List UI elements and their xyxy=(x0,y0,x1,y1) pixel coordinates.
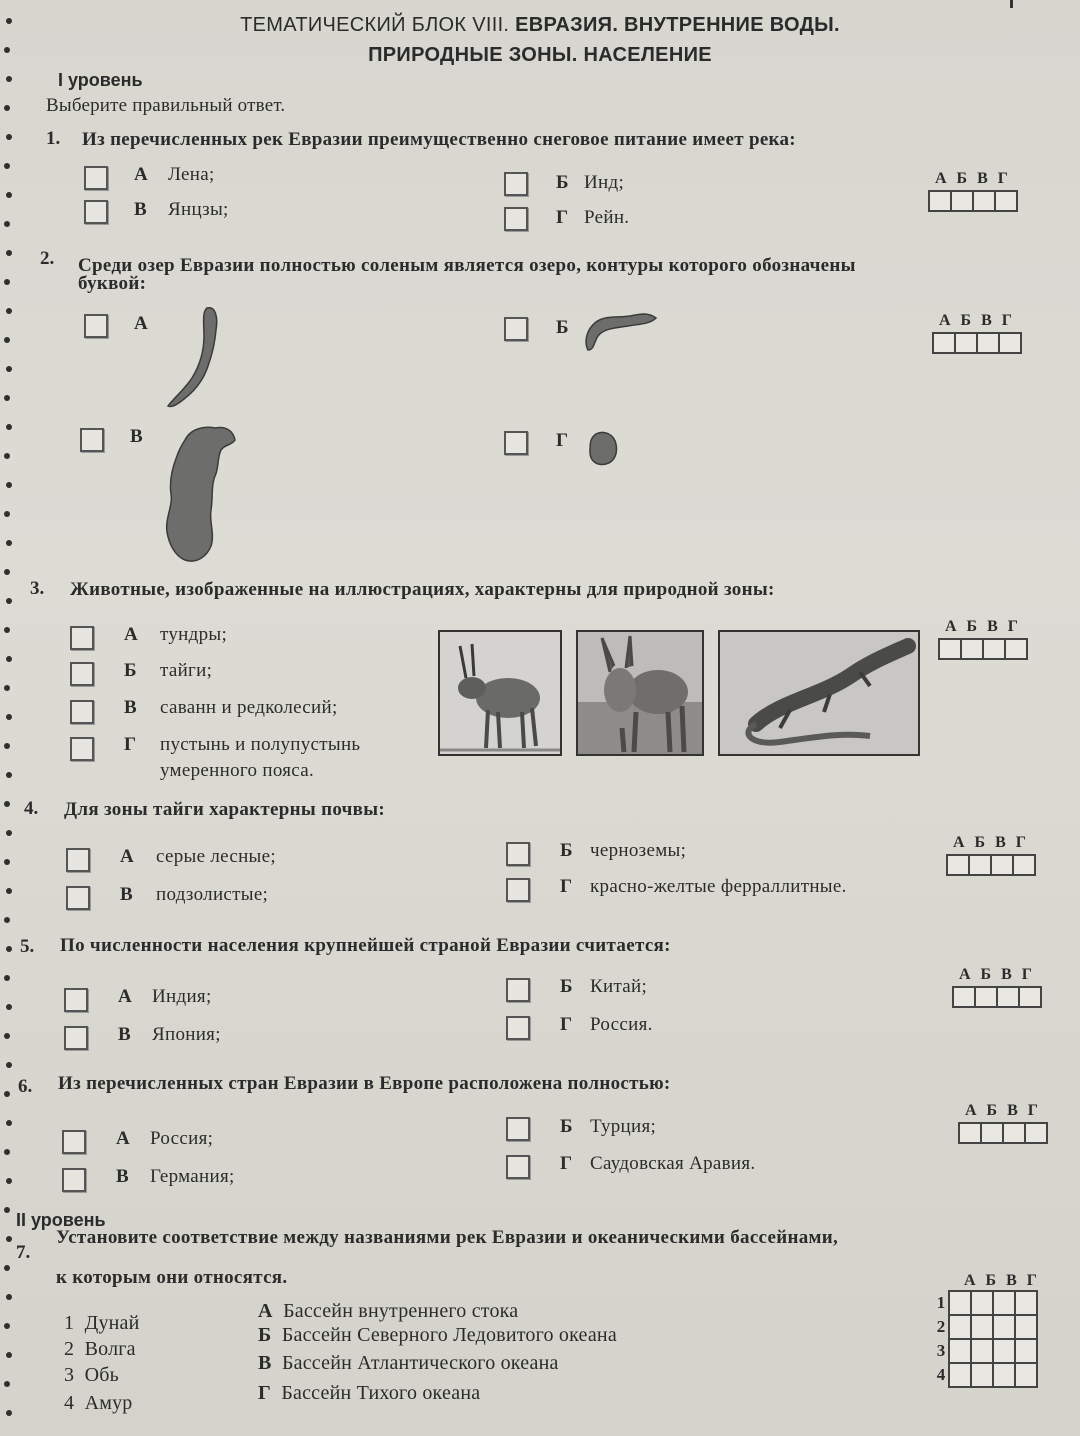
matrix-row-label: 2 xyxy=(936,1317,946,1336)
lake-g-shape xyxy=(584,428,624,470)
binding-hole xyxy=(4,685,10,691)
binding-hole xyxy=(4,569,10,575)
q6-checkbox-g[interactable] xyxy=(506,1155,530,1179)
q5-letter-b: Б xyxy=(560,976,573,997)
q6-checkbox-v[interactable] xyxy=(62,1168,86,1192)
binding-hole xyxy=(4,801,10,807)
binding-hole xyxy=(6,134,12,140)
q6-letter-a: А xyxy=(116,1128,130,1149)
binding-hole xyxy=(4,1033,10,1039)
q1-letter-v: В xyxy=(134,199,147,220)
binding-hole xyxy=(4,975,10,981)
matrix-cell[interactable] xyxy=(949,1363,971,1387)
river-1 xyxy=(64,1312,140,1335)
matrix-cell[interactable] xyxy=(1015,1363,1037,1387)
lake-a-shape xyxy=(160,300,230,415)
q1-text: Из перечисленных рек Евразии преимущественно снеговое питание имеет река: xyxy=(82,129,796,150)
binding-hole xyxy=(4,743,10,749)
basin-a-letter: А xyxy=(258,1300,273,1322)
q3-letter-v: В xyxy=(124,697,137,718)
binding-hole xyxy=(4,1381,10,1387)
q4-letter-b: Б xyxy=(560,840,573,861)
binding-hole xyxy=(6,1062,12,1068)
matrix-row-label: 1 xyxy=(936,1293,946,1312)
basin-b-letter: Б xyxy=(258,1324,272,1346)
matrix-cell[interactable] xyxy=(971,1363,993,1387)
q3-checkbox-v[interactable] xyxy=(70,700,94,724)
matrix-cell[interactable] xyxy=(949,1339,971,1363)
page-title-line1 xyxy=(0,14,1080,37)
q2-checkbox-a[interactable] xyxy=(84,314,108,338)
q6-option-a: Россия; xyxy=(150,1128,214,1149)
q1-answer-grid[interactable] xyxy=(928,170,1018,212)
binding-hole xyxy=(6,772,12,778)
matrix-cell[interactable] xyxy=(971,1315,993,1339)
matrix-row-label: 3 xyxy=(936,1341,946,1360)
q3-checkbox-b[interactable] xyxy=(70,662,94,686)
q1-letter-g: Г xyxy=(556,207,569,228)
q3-answer-grid[interactable] xyxy=(938,618,1028,660)
binding-hole xyxy=(6,1294,12,1300)
q2-text-line2: буквой: xyxy=(78,273,147,294)
binding-hole xyxy=(4,105,10,111)
q4-letter-v: В xyxy=(120,884,133,905)
binding-hole xyxy=(4,1265,10,1271)
q5-option-g: Россия. xyxy=(590,1014,653,1035)
basin-v-letter: В xyxy=(258,1352,272,1374)
binding-hole xyxy=(4,1207,10,1213)
answer-cells[interactable] xyxy=(952,986,1042,1008)
q5-checkbox-v[interactable] xyxy=(64,1026,88,1050)
binding-hole xyxy=(6,1120,12,1126)
river-2 xyxy=(64,1338,136,1361)
binding-hole xyxy=(4,279,10,285)
binding-hole xyxy=(4,1149,10,1155)
answer-cells[interactable] xyxy=(932,332,1022,354)
lake-b-shape xyxy=(578,306,662,358)
q1-option-g: Рейн. xyxy=(584,207,630,228)
q6-checkbox-b[interactable] xyxy=(506,1117,530,1141)
q1-number: 1. xyxy=(46,128,61,149)
q4-checkbox-b[interactable] xyxy=(506,842,530,866)
q3-option-g-line1: пустынь и полупустынь xyxy=(160,734,361,755)
q4-checkbox-a[interactable] xyxy=(66,848,90,872)
q2-answer-grid[interactable] xyxy=(932,312,1022,354)
q1-letter-b: Б xyxy=(556,172,569,193)
q3-letter-a: А xyxy=(124,624,138,645)
binding-hole xyxy=(4,1091,10,1097)
q1-option-a: Лена; xyxy=(168,164,215,185)
binding-hole xyxy=(6,830,12,836)
level1-label: I уровень xyxy=(58,70,143,90)
answer-cells[interactable] xyxy=(946,854,1036,876)
donkey-icon xyxy=(578,632,702,754)
binding-hole xyxy=(6,888,12,894)
matrix-cell[interactable] xyxy=(949,1315,971,1339)
basin-b xyxy=(258,1324,617,1347)
instruction: Выберите правильный ответ. xyxy=(46,95,286,116)
q5-number: 5. xyxy=(20,936,35,957)
saiga-illustration xyxy=(438,630,562,756)
q2-checkbox-b[interactable] xyxy=(504,317,528,341)
q2-letter-v: В xyxy=(130,426,143,447)
q4-letter-g: Г xyxy=(560,876,573,897)
river-4-num: 4 xyxy=(64,1392,75,1414)
matrix-cell[interactable] xyxy=(949,1291,971,1315)
q5-text: По численности населения крупнейшей страной Евразии считается: xyxy=(60,935,671,956)
q5-letter-v: В xyxy=(118,1024,131,1045)
binding-hole xyxy=(6,76,12,82)
answer-grid-header: А Б В Г xyxy=(953,834,1029,851)
q4-checkbox-v[interactable] xyxy=(66,886,90,910)
level2-label: II уровень xyxy=(16,1210,106,1230)
basin-g-letter: Г xyxy=(258,1382,271,1404)
answer-cells[interactable] xyxy=(958,1122,1048,1144)
q6-text: Из перечисленных стран Евразии в Европе расположена полностью: xyxy=(58,1073,671,1094)
q3-checkbox-a[interactable] xyxy=(70,626,94,650)
q3-letter-g: Г xyxy=(124,734,137,755)
q4-option-a: серые лесные; xyxy=(156,846,276,867)
q5-checkbox-a[interactable] xyxy=(64,988,88,1012)
q2-number: 2. xyxy=(40,248,55,269)
title-bold: ЕВРАЗИЯ. ВНУТРЕННИЕ ВОДЫ. xyxy=(515,14,840,36)
matrix-cell[interactable] xyxy=(1015,1339,1037,1363)
binding-hole xyxy=(6,540,12,546)
binding-hole xyxy=(6,946,12,952)
donkey-illustration xyxy=(576,630,704,756)
q1-checkbox-b[interactable] xyxy=(504,172,528,196)
matrix-cell[interactable] xyxy=(1015,1315,1037,1339)
q2-checkbox-g[interactable] xyxy=(504,431,528,455)
answer-grid-header: А Б В Г xyxy=(964,1272,1040,1289)
q5-answer-grid[interactable] xyxy=(952,966,1042,1008)
q4-checkbox-g[interactable] xyxy=(506,878,530,902)
q3-option-g-line2: умеренного пояса. xyxy=(160,760,315,781)
q3-text: Животные, изображенные на иллюстрациях, характерны для природной зоны: xyxy=(70,579,775,600)
river-1-num: 1 xyxy=(64,1312,75,1334)
basin-v xyxy=(258,1352,559,1375)
q2-checkbox-v[interactable] xyxy=(80,428,104,452)
matrix-cell[interactable] xyxy=(993,1339,1015,1363)
binding-hole xyxy=(6,1178,12,1184)
binding-hole xyxy=(4,1323,10,1329)
basin-v-name: Бассейн Атлантического океана xyxy=(281,1352,559,1374)
binding-hole xyxy=(4,627,10,633)
q2-text-line1: Среди озер Евразии полностью соленым является озеро, контуры которого обозначены xyxy=(78,255,856,276)
q7-answer-matrix[interactable] xyxy=(934,1272,1050,1388)
q7-text-line2: к которым они относятся. xyxy=(56,1267,288,1288)
q4-letter-a: А xyxy=(120,846,134,867)
q3-option-a: тундры; xyxy=(160,624,228,645)
binding-hole xyxy=(6,424,12,430)
q1-letter-a: А xyxy=(134,164,148,185)
q6-number: 6. xyxy=(18,1076,33,1097)
q3-option-v: саванн и редколесий; xyxy=(160,697,338,718)
answer-grid-header: А Б В Г xyxy=(935,170,1011,187)
binding-hole xyxy=(6,482,12,488)
q1-option-b: Инд; xyxy=(584,172,625,193)
river-3 xyxy=(64,1364,119,1387)
answer-cells[interactable] xyxy=(928,190,1018,212)
q5-option-b: Китай; xyxy=(590,976,648,997)
binding-hole xyxy=(6,366,12,372)
q3-option-b: тайги; xyxy=(160,660,213,681)
basin-g-name: Бассейн Тихого океана xyxy=(281,1382,481,1404)
binding-hole xyxy=(6,656,12,662)
binding-hole xyxy=(4,221,10,227)
matrix-cell[interactable] xyxy=(993,1315,1015,1339)
binding-hole xyxy=(6,1004,12,1010)
river-3-name: Обь xyxy=(84,1364,119,1386)
q4-answer-grid[interactable] xyxy=(946,834,1036,876)
binding-hole xyxy=(6,714,12,720)
answer-grid-header: А Б В Г xyxy=(965,1102,1041,1119)
binding-hole xyxy=(6,1352,12,1358)
q6-letter-b: Б xyxy=(560,1116,573,1137)
q3-letter-b: Б xyxy=(124,660,137,681)
matrix-cell[interactable] xyxy=(993,1291,1015,1315)
q6-letter-g: Г xyxy=(560,1153,573,1174)
binding-hole xyxy=(6,1410,12,1416)
q6-option-b: Турция; xyxy=(590,1116,657,1137)
q6-letter-v: В xyxy=(116,1166,129,1187)
answer-grid-header: А Б В Г xyxy=(945,618,1021,635)
binding-hole xyxy=(4,163,10,169)
river-2-name: Волга xyxy=(84,1338,136,1360)
q4-option-g: красно-желтые ферраллитные. xyxy=(590,876,847,897)
title-prefix: ТЕМАТИЧЕСКИЙ БЛОК VIII. xyxy=(240,14,510,36)
binding-hole xyxy=(6,598,12,604)
saiga-icon xyxy=(440,632,560,754)
answer-grid-header: А Б В Г xyxy=(939,312,1015,329)
binding-hole xyxy=(4,511,10,517)
river-3-num: 3 xyxy=(64,1364,75,1386)
q4-text: Для зоны тайги характерны почвы: xyxy=(64,799,385,820)
river-4-name: Амур xyxy=(84,1392,133,1414)
basin-a xyxy=(258,1300,518,1323)
binding-hole xyxy=(6,192,12,198)
q5-checkbox-b[interactable] xyxy=(506,978,530,1002)
q5-checkbox-g[interactable] xyxy=(506,1016,530,1040)
binding-hole xyxy=(4,859,10,865)
answer-cells[interactable] xyxy=(938,638,1028,660)
q3-checkbox-g[interactable] xyxy=(70,737,94,761)
q5-option-v: Япония; xyxy=(152,1024,221,1045)
q2-letter-b: Б xyxy=(556,317,569,338)
lizard-illustration xyxy=(718,630,920,756)
q1-checkbox-v[interactable] xyxy=(84,200,108,224)
river-4 xyxy=(64,1392,133,1415)
basin-a-name: Бассейн внутреннего стока xyxy=(283,1300,519,1322)
binding-hole xyxy=(4,337,10,343)
matrix-cell[interactable] xyxy=(993,1363,1015,1387)
matrix-cell[interactable] xyxy=(971,1291,993,1315)
q4-option-v: подзолистые; xyxy=(156,884,269,905)
q6-option-g: Саудовская Аравия. xyxy=(590,1153,756,1174)
lake-v-shape xyxy=(155,418,245,568)
q4-option-b: черноземы; xyxy=(590,840,687,861)
river-2-num: 2 xyxy=(64,1338,75,1360)
answer-grid-header: А Б В Г xyxy=(959,966,1035,983)
q7-number: 7. xyxy=(16,1242,31,1263)
q7-text-line1: Установите соответствие между названиями рек Евразии и океаническими бассейнами, xyxy=(56,1227,839,1248)
q2-letter-g: Г xyxy=(556,430,569,451)
matrix-cell[interactable] xyxy=(971,1339,993,1363)
matrix-cell[interactable] xyxy=(1015,1291,1037,1315)
binding-hole xyxy=(6,1236,12,1242)
q5-letter-g: Г xyxy=(560,1014,573,1035)
river-1-name: Дунай xyxy=(84,1312,140,1334)
q5-option-a: Индия; xyxy=(152,986,212,1007)
basin-g xyxy=(258,1382,480,1405)
q1-option-v: Янцзы; xyxy=(168,199,229,220)
q2-letter-a: А xyxy=(134,313,148,334)
q6-option-v: Германия; xyxy=(150,1166,235,1187)
q3-number: 3. xyxy=(30,578,45,599)
binding-hole xyxy=(4,395,10,401)
q6-answer-grid[interactable] xyxy=(958,1102,1048,1144)
q1-checkbox-g[interactable] xyxy=(504,207,528,231)
binding-hole xyxy=(6,250,12,256)
page-title-line2: ПРИРОДНЫЕ ЗОНЫ. НАСЕЛЕНИЕ xyxy=(368,44,712,66)
monitor-lizard-icon xyxy=(720,632,918,754)
matrix-row-label: 4 xyxy=(936,1365,946,1384)
q5-letter-a: А xyxy=(118,986,132,1007)
q1-checkbox-a[interactable] xyxy=(84,166,108,190)
q6-checkbox-a[interactable] xyxy=(62,1130,86,1154)
q4-number: 4. xyxy=(24,798,39,819)
binding-hole xyxy=(4,917,10,923)
binding-hole xyxy=(6,308,12,314)
basin-b-name: Бассейн Северного Ледовитого океана xyxy=(281,1324,617,1346)
frame-edge xyxy=(1010,0,1013,8)
binding-hole xyxy=(4,453,10,459)
